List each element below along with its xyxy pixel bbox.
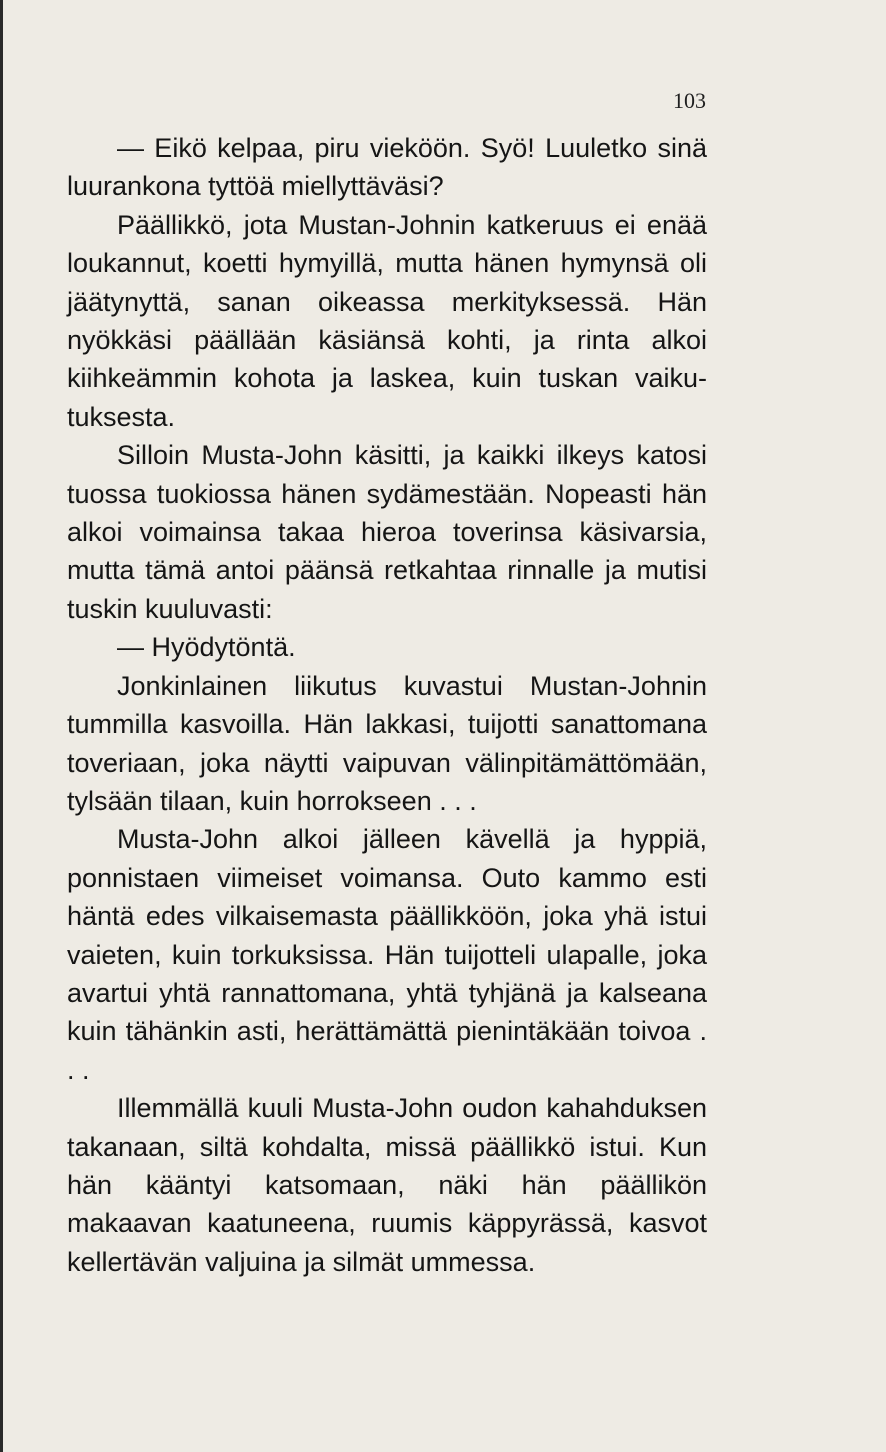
paragraph-1: — Eikö kelpaa, piru vieköön. Syö! Luuletko sinä luurankona tyttöä miellyttäväsi? [67, 133, 707, 202]
paragraph-6: Musta-John alkoi jälleen kävellä ja hyppiä, ponnistaen viimeiset voimansa. Outo kammo esti häntä edes vilkaisemasta päällikköön, joka yhä istui vaieten, kuin torkuksissa. Hän tuijotteli ulapalle, joka avartui yhtä rannattomana, yhtä tyhjänä ja kalseana kuin tähänkin asti, herättämättä pienintäkään toivoa . . . [67, 824, 707, 1085]
paragraph-5: Jonkinlainen liikutus kuvastui Mustan-Johnin tummilla kasvoilla. Hän lakkasi, tuijotti sanattomana toveriaan, joka näytti vaipuvan välinpitämättömään, tylsään tilaan, kuin horrokseen . . . [67, 670, 707, 816]
body-text [67, 129, 707, 1281]
page-number: 103 [673, 88, 706, 113]
paragraph-4: — Hyödytöntä. [117, 632, 296, 663]
paragraph-3: Silloin Musta-John käsitti, ja kaikki ilkeys katosi tuossa tuokiossa hänen sydämestään. Nopeasti hän alkoi voimainsa takaa hieroa toverinsa käsivarsia, mutta tämä antoi päänsä retkahtaa rinnalle ja mutisi tuskin kuuluvasti: [67, 440, 707, 624]
paragraph-2: Päällikkö, jota Mustan-Johnin katkeruus ei enää loukannut, koetti hymyillä, mutta hänen hymynsä oli jäätynyttä, sanan oikeassa merkityksessä. Hän nyökkäsi päällään käsiänsä kohti, ja rinta alkoi kiihkeämmin kohota ja laskea, kuin tuskan vaikutuksesta. [67, 209, 707, 432]
binding-edge [0, 0, 3, 1452]
paragraph-7: Illemmällä kuuli Musta-John oudon kahahduksen takanaan, siltä kohdalta, missä päällikkö istui. Kun hän kääntyi katsomaan, näki hän päällikön makaavan kaatuneena, ruumis käppyrässä, kasvot kellertävän valjuina ja silmät ummessa. [67, 1093, 707, 1277]
